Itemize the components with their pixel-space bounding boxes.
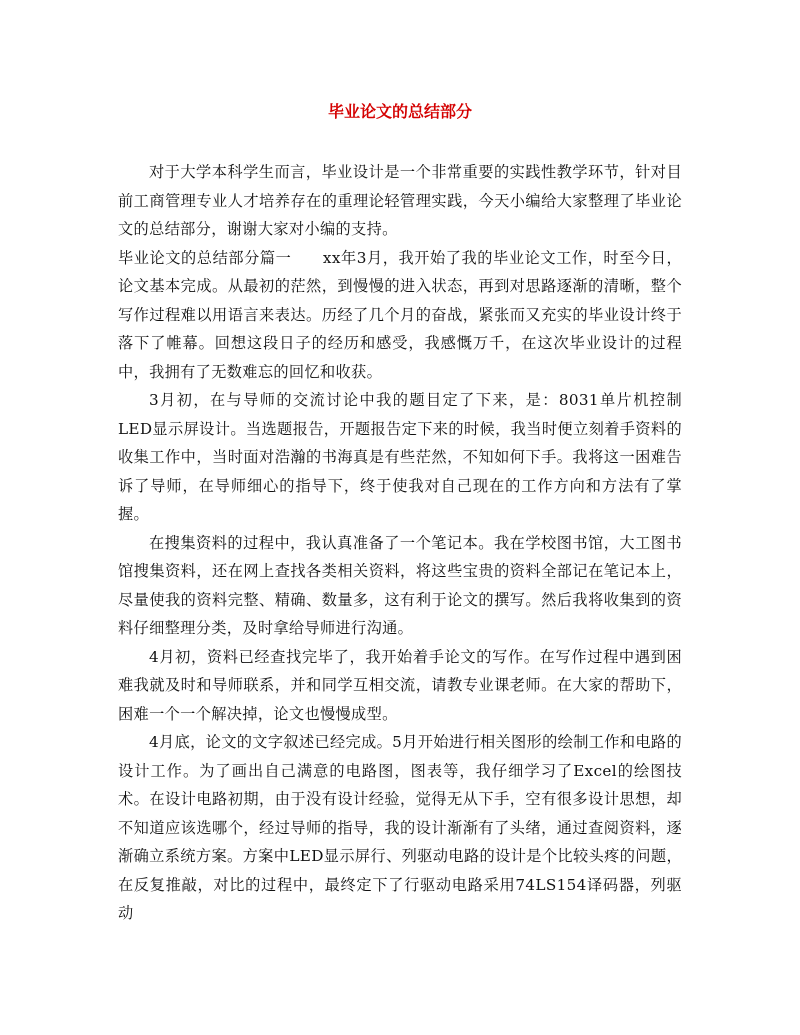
body-paragraph-march: 3月初，在与导师的交流讨论中我的题目定了下来，是：8031单片机控制LED显示屏设计。当选题报告，开题报告定下来的时候，我当时便立刻着手资料的收集工作中，当时面对浩瀚的书海真是有些茫然，不知如何下手。我将这一困难告诉了导师，在导师细心的指导下，终于使我对自己现在的工作方向和方法有了掌握。 [118, 391, 682, 523]
body-paragraph-april-start: 4月初，资料已经查找完毕了，我开始着手论文的写作。在写作过程中遇到困难我就及时和导师联系，并和同学互相交流，请教专业课老师。在大家的帮助下，困难一个一个解决掉，论文也慢慢成型。 [118, 647, 682, 723]
body-paragraph-april-end: 4月底，论文的文字叙述已经完成。5月开始进行相关图形的绘制工作和电路的设计工作。为了画出自己满意的电路图，图表等，我仔细学习了Excel的绘图技术。在设计电路初期，由于没有设计经验，觉得无从下手，空有很多设计思想，却不知道应该选哪个，经过导师的指导，我的设计渐渐有了头绪，通过查阅资料，逐渐确立系统方案。方案中LED显示屏行、列驱动电路的设计是个比较头疼的问题，在反复推敲，对比的过程中，最终定下了行驱动电路采用74LS154译码器，列驱动 [118, 733, 682, 922]
section-one-paragraph: 毕业论文的总结部分篇一 xx年3月，我开始了我的毕业论文工作，时至今日，论文基本完成。从最初的茫然，到慢慢的进入状态，再到对思路逐渐的清晰，整个写作过程难以用语言来表达。历经了几个月的奋战，紧张而又充实的毕业设计终于落下了帷幕。回想这段日子的经历和感受，我感慨万千，在这次毕业设计的过程中，我拥有了无数难忘的回忆和收获。 [118, 248, 682, 381]
body-paragraph-research: 在搜集资料的过程中，我认真准备了一个笔记本。我在学校图书馆，大工图书馆搜集资料，还在网上查找各类相关资料，将这些宝贵的资料全部记在笔记本上，尽量使我的资料完整、精确、数量多，这有利于论文的撰写。然后我将收集到的资料仔细整理分类，及时拿给导师进行沟通。 [118, 533, 682, 637]
document-title: 毕业论文的总结部分 [327, 102, 472, 121]
intro-paragraph: 对于大学本科学生而言，毕业设计是一个非常重要的实践性教学环节，针对目前工商管理专业人才培养存在的重理论轻管理实践，今天小编给大家整理了毕业论文的总结部分，谢谢大家对小编的支持。 [118, 163, 682, 238]
